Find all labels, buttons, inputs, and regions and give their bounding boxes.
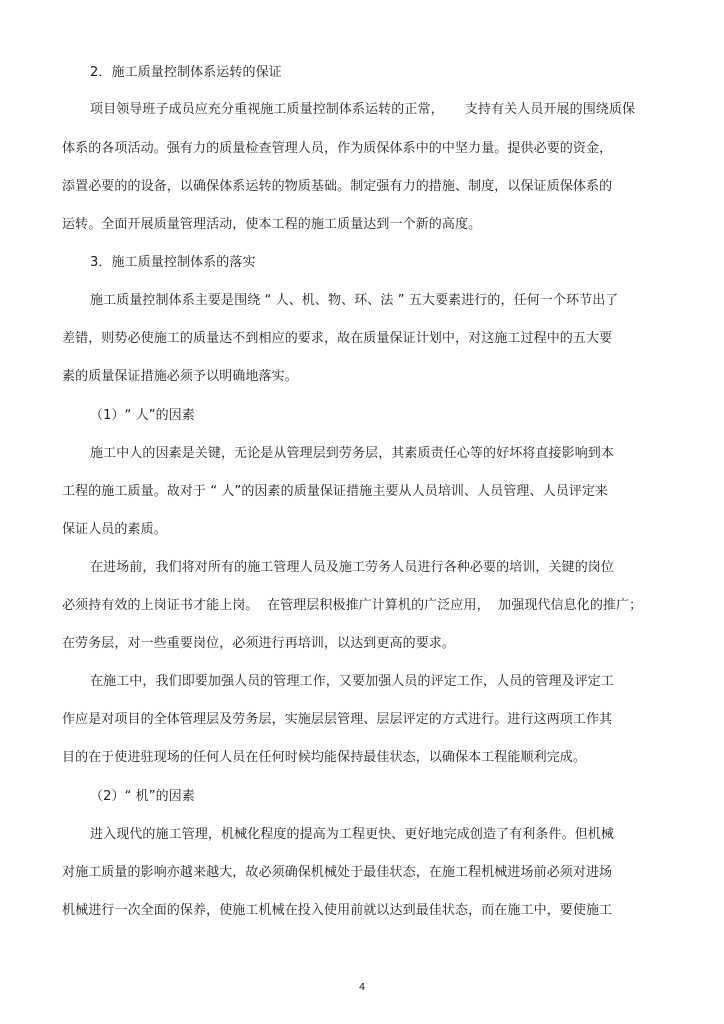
paragraph-line: 素的质量保证措施必须予以明确地落实。: [62, 369, 298, 384]
paragraph-line: 必须持有效的上岗证书才能上岗。 在管理层积极推广计算机的广泛应用， 加强现代信息化的推广；: [62, 598, 643, 613]
paragraph-line: 目的在于使进驻现场的任何人员在任何时候均能保持最佳状态，以确保本工程能顺利完成。: [62, 750, 587, 765]
paragraph-line: 差错，则势必使施工的质量达不到相应的要求，故在质量保证计划中，对这施工过程中的五大要: [62, 331, 613, 346]
paragraph-line: 在进场前，我们将对所有的施工管理人员及施工劳务人员进行各种必要的培训，关键的岗位: [90, 560, 615, 575]
paragraph-line: 施工质量控制体系主要是围绕 “ 人、机、物、环、法 ” 五大要素进行的，任何一个环节出了: [90, 293, 619, 308]
subheading-person-factor: （1）“ 人”的因素: [90, 408, 195, 423]
page-number: 4: [358, 982, 366, 993]
heading-section-3: 3．施工质量控制体系的落实: [90, 255, 256, 270]
subheading-machine-factor: （2）“ 机”的因素: [90, 789, 195, 804]
heading-section-2: 2．施工质量控制体系运转的保证: [90, 65, 282, 80]
paragraph-line: 在劳务层，对一些重要岗位，必须进行再培训，以达到更高的要求。: [62, 636, 456, 651]
paragraph-line: 在施工中，我们即要加强人员的管理工作，又要加强人员的评定工作，人员的管理及评定工: [90, 674, 615, 689]
paragraph-line: 机械进行一次全面的保养，使施工机械在投入使用前就以达到最佳状态，而在施工中，要使施工: [62, 903, 613, 918]
paragraph-line: 添置必要的的设备，以确保体系运转的物质基础。制定强有力的措施、制度，以保证质保体系的: [62, 179, 613, 194]
paragraph-line: 项目领导班子成员应充分重视施工质量控制体系运转的正常， 支持有关人员开展的围绕质保: [90, 102, 636, 117]
paragraph-line: 对施工质量的影响亦越来越大，故必须确保机械处于最佳状态，在施工程机械进场前必须对进场: [62, 865, 613, 880]
paragraph-line: 作应是对项目的全体管理层及劳务层，实施层层管理、层层评定的方式进行。进行这两项工作其: [62, 712, 613, 727]
paragraph-line: 运转。全面开展质量管理活动，使本工程的施工质量达到一个新的高度。: [62, 217, 482, 232]
paragraph-line: 保证人员的素质。: [62, 522, 167, 537]
paragraph-line: 工程的施工质量。故对于 “ 人”的因素的质量保证措施主要从人员培训、人员管理、人员评定来: [62, 484, 609, 499]
paragraph-line: 进入现代的施工管理，机械化程度的提高为工程更快、更好地完成创造了有利条件。但机械: [90, 827, 615, 842]
paragraph-line: 体系的各项活动。强有力的质量检查管理人员，作为质保体系中的中坚力量。提供必要的资金，: [62, 141, 613, 156]
paragraph-line: 施工中人的因素是关键，无论是从管理层到劳务层，其素质责任心等的好坏将直接影响到本: [90, 446, 615, 461]
